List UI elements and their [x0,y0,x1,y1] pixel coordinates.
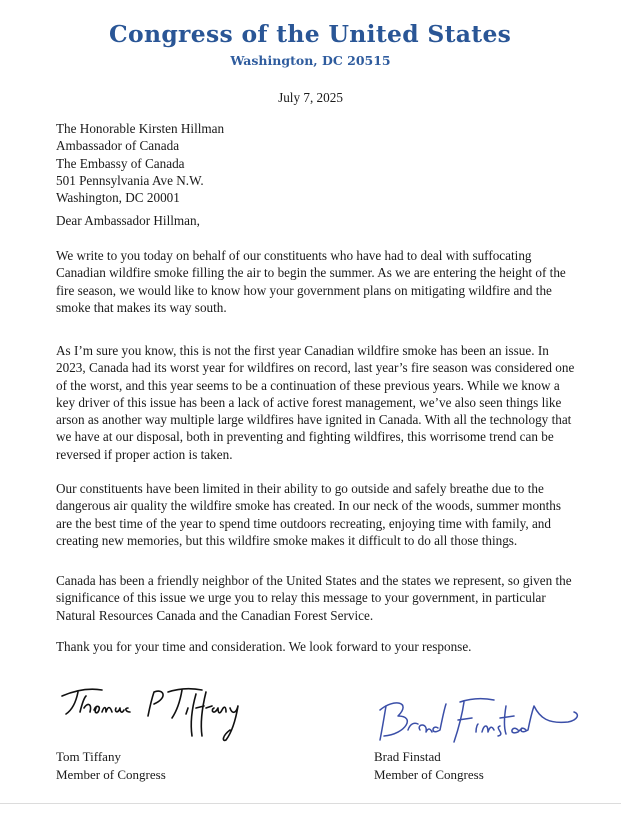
paragraph-1: We write to you today on behalf of our constituents who have had to deal with suffocating Canadian wildfire smoke filling the air to begin the summer. As we are entering the height of the fire season, we would like to know how your government plans on mitigating wildfire and the smoke that makes its way south. [56,248,566,315]
paragraph-2: As I’m sure you know, this is not the first year Canadian wildfire smoke has been an issue. In 2023, Canada had its worst year for wildfires on record, last year’s fire season was considered one of the worst, and this year seems to be a continuation of these previous years. While we know a key driver of this issue has been a lack of active forest management, we’ve also seen things like arson as another way multiple large wildfires have ignited in Canada. With all the technology that we have at our disposal, both in preventing and fighting wildfires, this worrisome trend can be reversed if proper action is taken. [56,343,575,462]
signature-tom-tiffany [56,678,256,746]
paragraph-3: Our constituents have been limited in their ability to go outside and safely breathe due to the dangerous air quality the wildfire smoke has created. In our neck of the woods, summer months are the best time of the year to spend time outdoors recreating, enjoying time with family, and creating new memories, but this wildfire smoke makes it difficult to do all those things. [56,481,562,548]
address-line: The Embassy of Canada [56,155,185,171]
signer-name: Brad Finstad [374,749,441,764]
letterhead-location: Washington, DC 20515 [230,53,391,68]
letterhead [0,20,621,69]
signer-block-1 [56,748,166,784]
address-line: 501 Pennsylvania Ave N.W. [56,172,204,188]
paragraph-4: Canada has been a friendly neighbor of the United States and the states we represent, so given the significance of this issue we urge you to relay this message to your government, in particular Natural Resources Canada and the Canadian Forest Service. [56,573,572,623]
signature-brad-finstad [372,694,587,746]
salutation: Dear Ambassador Hillman, [56,213,200,228]
letterhead-title: Congress of the United States [109,21,512,48]
letter-date: July 7, 2025 [278,90,343,105]
recipient-address [56,120,578,206]
signer-name: Tom Tiffany [56,749,121,764]
signer-title: Member of Congress [56,767,166,782]
address-line: Washington, DC 20001 [56,190,180,206]
signer-block-2 [374,748,484,784]
paragraph-5: Thank you for your time and consideration. We look forward to your response. [56,639,472,654]
address-line: Ambassador of Canada [56,138,180,154]
address-line: The Honorable Kirsten Hillman [56,121,225,136]
signer-title: Member of Congress [374,767,484,782]
bottom-divider [0,803,621,804]
